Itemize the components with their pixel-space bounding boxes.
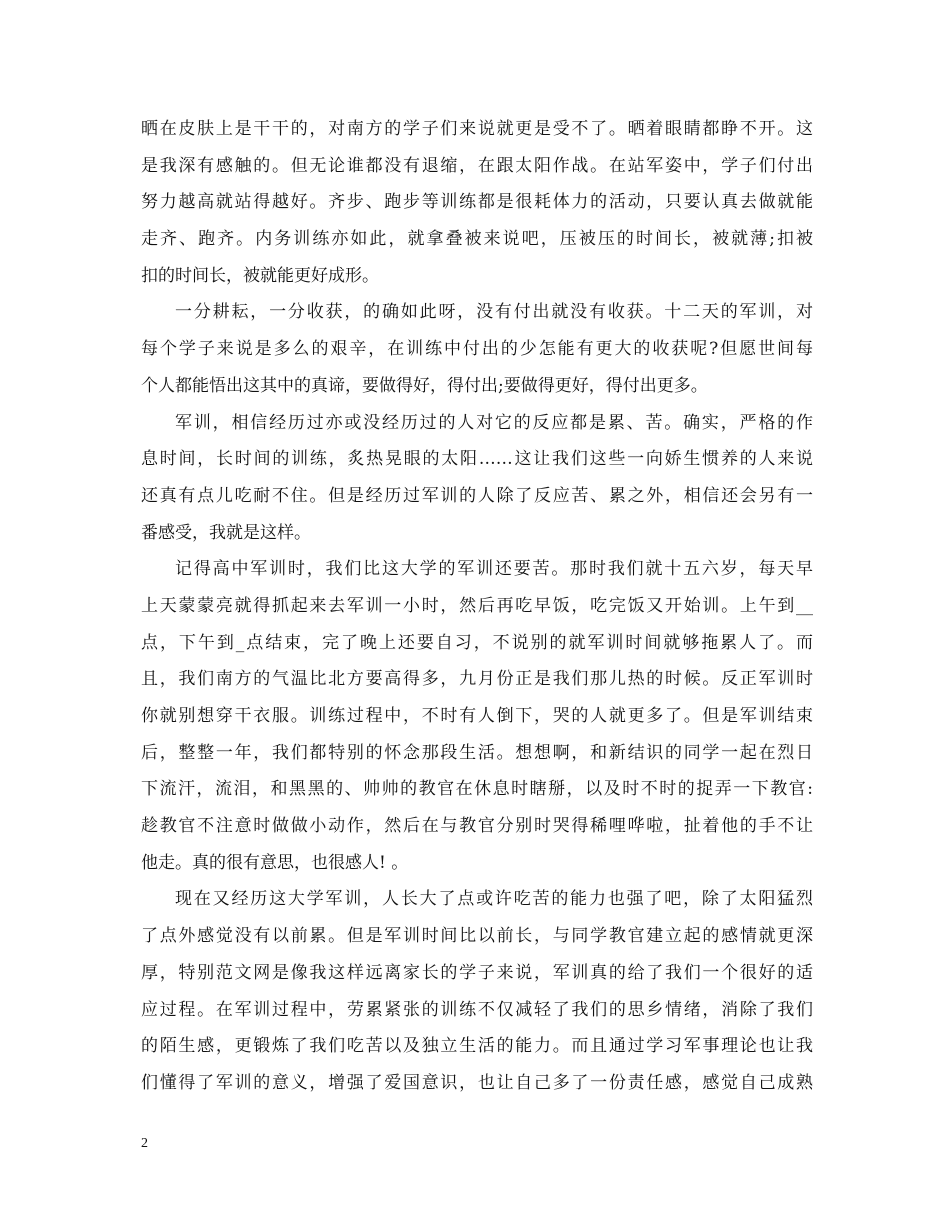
text-line: 厚，特别范文网是像我这样远离家长的学子来说，军训真的给了我们一个很好的适 — [141, 962, 813, 983]
text-line: 番感受，我就是这样。 — [141, 522, 311, 543]
text-line: 的陌生感，更锻炼了我们吃苦以及独立生活的能力。而且通过学习军事理论也让我 — [141, 1036, 813, 1057]
text-line: 下流汗，流泪，和黑黑的、帅帅的教官在休息时瞎掰，以及时不时的捉弄一下教官: — [141, 779, 813, 800]
text-line: 上天蒙蒙亮就得抓起来去军训一小时，然后再吃早饭，吃完饭又开始训。上午到__ — [141, 595, 813, 616]
text-line: 每个学子来说是多么的艰辛，在训练中付出的少怎能有更大的收获呢?但愿世间每 — [141, 339, 813, 360]
text-line: 他走。真的很有意思，也很感人! 。 — [141, 852, 409, 873]
paragraph-start-line: 一分耕耘，一分收获，的确如此呀，没有付出就没有收获。十二天的军训，对 — [175, 302, 813, 323]
text-line: 们懂得了军训的意义，增强了爱国意识，也让自己多了一份责任感，感觉自己成熟 — [141, 1072, 813, 1093]
text-line: 了点外感觉没有以前累。但是军训时间比以前长，与同学教官建立起的感情就更深 — [141, 926, 813, 947]
text-line: 是我深有感触的。但无论谁都没有退缩，在跟太阳作战。在站军姿中，学子们付出 — [141, 155, 813, 176]
text-line: 还真有点儿吃耐不住。但是经历过军训的人除了反应苦、累之外，相信还会另有一 — [141, 485, 813, 506]
text-line: 息时间，长时间的训练，炙热晃眼的太阳……这让我们这些一向娇生惯养的人来说 — [141, 449, 813, 470]
text-line: 后，整整一年，我们都特别的怀念那段生活。想想啊，和新结识的同学一起在烈日 — [141, 742, 813, 763]
body-text — [141, 111, 813, 1102]
text-line: 扣的时间长，被就能更好成形。 — [141, 265, 379, 286]
text-line: 应过程。在军训过程中，劳累紧张的训练不仅减轻了我们的思乡情绪，消除了我们 — [141, 999, 813, 1020]
text-line: 点，下午到_点结束，完了晚上还要自习，不说别的就军训时间就够拖累人了。而 — [141, 632, 813, 653]
text-line: 你就别想穿干衣服。训练过程中，不时有人倒下，哭的人就更多了。但是军训结束 — [141, 706, 813, 726]
paragraph-start-line: 现在又经历这大学军训，人长大了点或许吃苦的能力也强了吧，除了太阳猛烈 — [175, 889, 813, 910]
paragraph-start-line: 军训，相信经历过亦或没经历过的人对它的反应都是累、苦。确实，严格的作 — [175, 412, 813, 433]
text-line: 趁教官不注意时做做小动作，然后在与教官分别时哭得稀哩哗啦，扯着他的手不让 — [141, 816, 813, 837]
page-number: 2 — [141, 1136, 148, 1151]
text-line: 努力越高就站得越好。齐步、跑步等训练都是很耗体力的活动，只要认真去做就能 — [141, 192, 813, 213]
text-line: 走齐、跑齐。内务训练亦如此，就拿叠被来说吧，压被压的时间长，被就薄;扣被 — [141, 229, 813, 250]
text-line: 且，我们南方的气温比北方要高得多，九月份正是我们那儿热的时候。反正军训时 — [141, 669, 813, 690]
paragraph-start-line: 记得高中军训时，我们比这大学的军训还要苦。那时我们就十五六岁，每天早 — [175, 559, 813, 580]
text-line: 晒在皮肤上是干干的，对南方的学子们来说就更是受不了。晒着眼睛都睁不开。这 — [141, 119, 813, 139]
text-line: 个人都能悟出这其中的真谛，要做得好，得付出;要做得更好，得付出更多。 — [141, 375, 708, 396]
